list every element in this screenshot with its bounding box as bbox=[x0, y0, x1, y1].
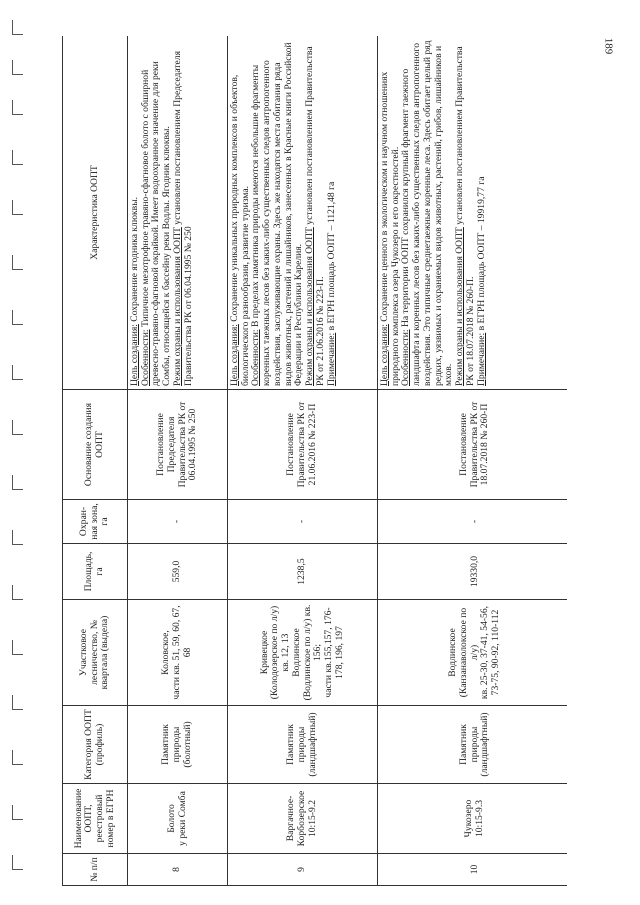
name-line: у реки Сомба bbox=[176, 791, 188, 846]
description-label: Примечание: bbox=[475, 332, 487, 386]
name-line: Корбозерское bbox=[296, 790, 308, 847]
description-label: Режим охраны и использования ООПТ bbox=[171, 227, 183, 386]
description-label: Цель создания: bbox=[379, 324, 390, 386]
description-paragraph bbox=[251, 39, 305, 386]
description-text: установлен постановлением Правительства РК от 21.06.2016 № 223-П. bbox=[304, 46, 326, 386]
binding-marks bbox=[12, 20, 26, 880]
description-text: установлен постановлением Председателя Правительства РК от 06.04.1995 № 250 bbox=[171, 51, 194, 386]
description-text: Типичное мезотрофное травяно-сфагновое болото с обширной древесно-травяно-сфагновой окрайкой. Имеет водоохранное значение для реки Сомбы, относящейся к бассейну реки Водлы. Ягодник клюквы. bbox=[139, 61, 173, 386]
forestry-line: Водлинское (Канзанаволокское по л/у) bbox=[447, 607, 480, 698]
description-paragraph bbox=[230, 39, 251, 386]
header-category: Категория ООПТ (профиль) bbox=[63, 706, 128, 784]
cell-num: 8 bbox=[128, 854, 228, 886]
cell-category: Памятник природы (ландшафтный) bbox=[228, 706, 378, 784]
cell-basis: Постановление Председателя Правительства РК от 06.04.1995 № 250 bbox=[128, 390, 228, 500]
header-desc: Характеристика ООПТ bbox=[63, 36, 128, 390]
description-label: Особенности: bbox=[139, 329, 151, 386]
header-basis: Основание создания ООПТ bbox=[63, 390, 128, 500]
cell-name bbox=[128, 784, 228, 854]
forestry-line: Водлинское (Водлинское по л/у) кв. 156; bbox=[290, 604, 324, 701]
page-number: 189 bbox=[601, 37, 614, 55]
description-paragraph bbox=[305, 39, 326, 386]
description-paragraph bbox=[141, 39, 173, 386]
forestry-line: Коловское, bbox=[160, 630, 172, 675]
cell-description bbox=[128, 36, 228, 390]
cell-zone: - bbox=[128, 500, 228, 544]
description-text: Сохранение ягодника клюквы. bbox=[129, 196, 140, 325]
header-zone: Охран-ная зона, га bbox=[63, 500, 128, 544]
forestry-line: части кв. 51, 59, 60, 67, 68 bbox=[171, 605, 193, 700]
description-label: Особенности: bbox=[250, 329, 262, 386]
table-row bbox=[228, 36, 378, 886]
cell-name bbox=[228, 784, 378, 854]
header-name: Наименование ООПТ, реестровый номер в ЕГРН bbox=[63, 784, 128, 854]
description-label: Примечание: bbox=[325, 332, 337, 386]
oopt-table bbox=[62, 36, 567, 886]
cell-area: 19330,0 bbox=[378, 544, 568, 600]
registry-number: 10:15-9.2 bbox=[306, 799, 318, 838]
cell-category: Памятник природы (ландшафтный) bbox=[378, 706, 568, 784]
table-row bbox=[128, 36, 228, 886]
description-label: Режим охраны и использования ООПТ bbox=[304, 227, 316, 386]
cell-num: 9 bbox=[228, 854, 378, 886]
header-num: № п/п bbox=[63, 854, 128, 886]
description-text: Сохранение ценного в экологическом и научном отношениях природного комплекса озера Чукозеро и его окрестностей. bbox=[379, 71, 401, 386]
table-header-row bbox=[63, 36, 128, 886]
description-paragraph bbox=[401, 39, 455, 386]
header-area: Площадь, га bbox=[63, 544, 128, 600]
description-text: в ЕГРН площадь ООПТ – 1121,48 га bbox=[325, 181, 337, 333]
cell-area: 559,0 bbox=[128, 544, 228, 600]
rotated-table-wrapper bbox=[62, 36, 567, 886]
description-paragraph bbox=[327, 39, 338, 386]
name-line: Варгачное- bbox=[285, 795, 297, 842]
description-label: Особенности: bbox=[400, 329, 412, 386]
table-row bbox=[378, 36, 568, 886]
description-paragraph bbox=[173, 39, 194, 386]
cell-basis: Постановление Правительства РК от 21.06.2016 № 223-П bbox=[228, 390, 378, 500]
description-label: Цель создания: bbox=[229, 324, 240, 386]
description-text: В пределах памятника природы имеются небольшие фрагменты коренных таежных лесов без каких-либо существенных следов антропогенного воздействия, заслуживающие охраны. Здесь же находятся места обитания ряда видов животных, растений и лишайников, занесенных в Красные книги Российской Федерации и Республики Карелия. bbox=[250, 42, 305, 386]
name-line: Болото bbox=[165, 804, 177, 833]
cell-category: Памятник природы (болотный) bbox=[128, 706, 228, 784]
cell-description bbox=[378, 36, 568, 390]
registry-number: 10:15-9.3 bbox=[474, 799, 485, 838]
description-text: установлен постановлением Правительства РК от 18.07.2018 № 260-П. bbox=[454, 46, 476, 386]
forestry-line: Кривецкое (Колодозерское по л/у) кв. 12, 13 bbox=[258, 605, 292, 700]
description-label: Режим охраны и использования ООПТ bbox=[454, 227, 466, 386]
cell-zone: - bbox=[378, 500, 568, 544]
name-line: Чукозеро bbox=[463, 799, 475, 838]
cell-forestry bbox=[128, 600, 228, 706]
cell-forestry bbox=[378, 600, 568, 706]
description-text: Сохранение уникальных природных комплексов и объектов, биологического разнообразия, развитие туризма. bbox=[229, 74, 251, 386]
forestry-line: кв. 25-30, 37-41, 54-56, 73-75, 90-92, 110-112 bbox=[479, 605, 502, 700]
description-paragraph bbox=[455, 39, 476, 386]
cell-description bbox=[228, 36, 378, 390]
table-stage bbox=[62, 36, 567, 886]
forestry-line: части кв.155,157, 176-178, 196, 197 bbox=[322, 607, 345, 698]
cell-num: 10 bbox=[378, 854, 568, 886]
description-paragraph bbox=[477, 39, 488, 386]
description-text: На территории ООПТ сохранился крупный фрагмент таежного ландшафта и коренных лесов без каких-либо существенных следов антропогенного воздействия. Это типичные среднетаежные коренные леса. Здесь обитает целый ряд редких, уязвимых и охраняемых видов животных, растений, грибов, лишайников и мхов. bbox=[400, 40, 455, 386]
description-paragraph bbox=[380, 39, 401, 386]
cell-basis: Постановление Правительства РК от 18.07.2018 № 260-П bbox=[378, 390, 568, 500]
cell-forestry bbox=[228, 600, 378, 706]
cell-area: 1238,5 bbox=[228, 544, 378, 600]
description-label: Цель создания: bbox=[129, 324, 140, 386]
header-forestry: Участковое лесничество, № квартала (выдела) bbox=[63, 600, 128, 706]
cell-zone: - bbox=[228, 500, 378, 544]
description-text: в ЕГРН площадь ООПТ – 19919,77 га bbox=[475, 176, 487, 333]
cell-name bbox=[378, 784, 568, 854]
